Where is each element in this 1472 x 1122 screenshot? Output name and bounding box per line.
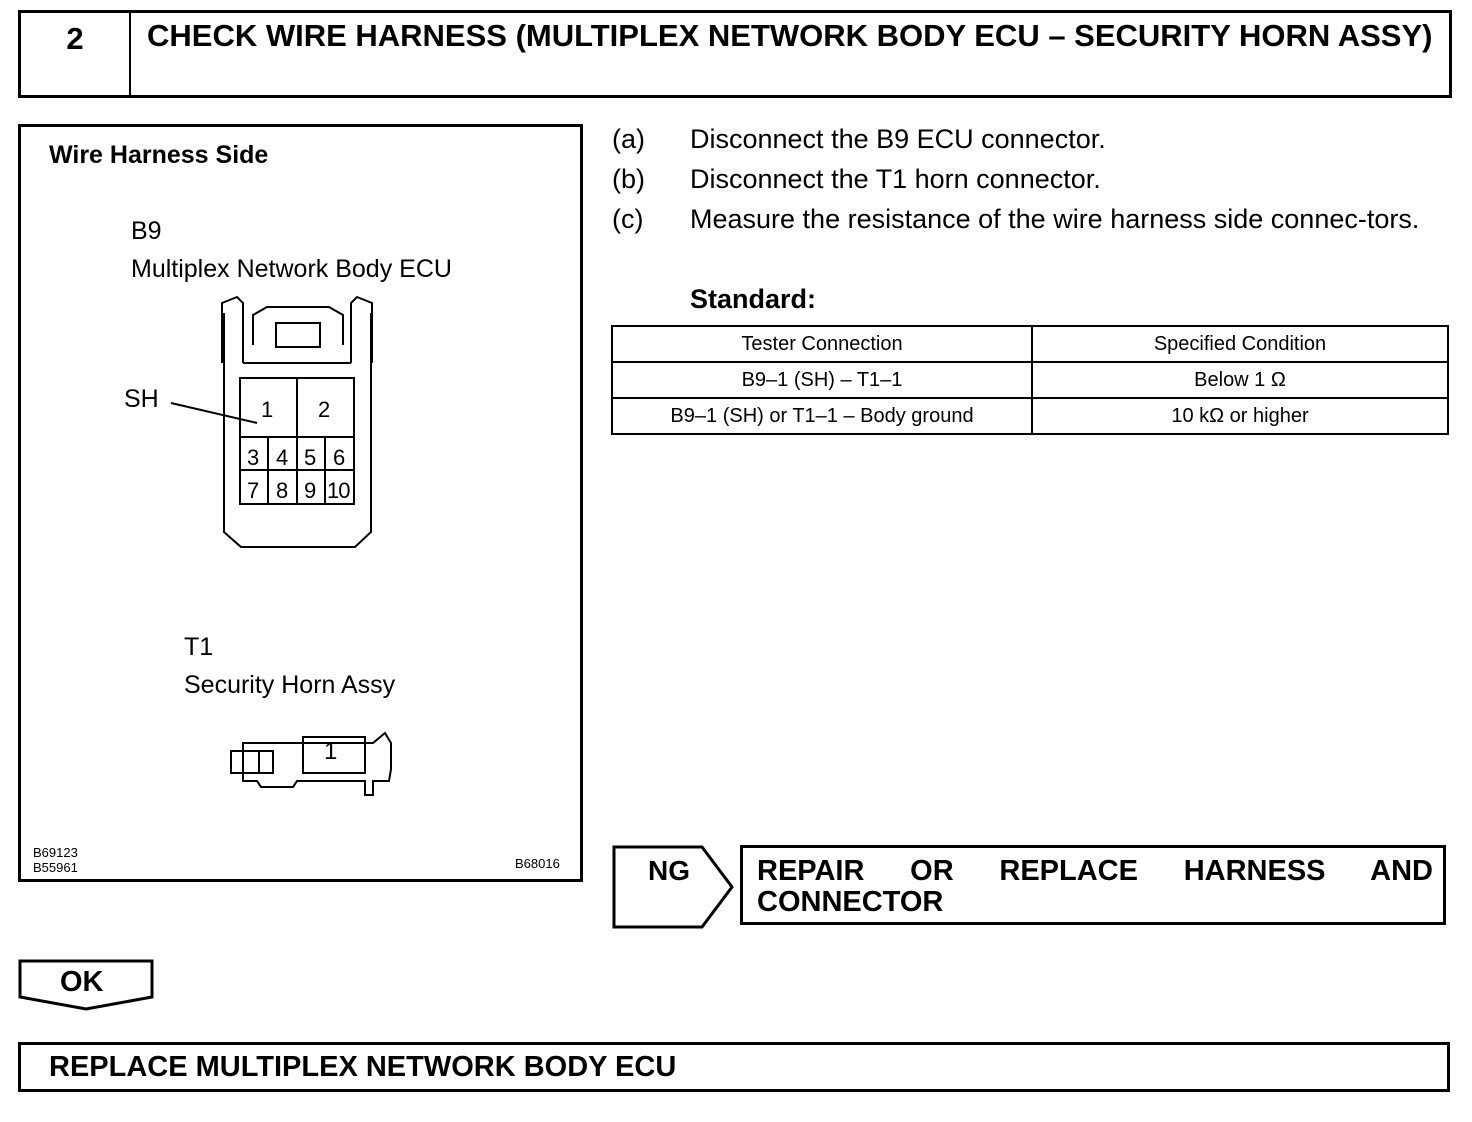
b9-code: B9 (131, 217, 162, 245)
b9-pin: 9 (304, 478, 317, 503)
diagram-heading: Wire Harness Side (49, 141, 269, 169)
specification-table (611, 325, 1449, 435)
connector-drawings (21, 127, 577, 876)
t1-code: T1 (184, 633, 214, 661)
table-row (612, 362, 1448, 398)
table-cell: Below 1 Ω (1032, 362, 1448, 398)
t1-pin: 1 (324, 738, 338, 765)
step-number: 2 (21, 13, 131, 95)
ng-label: NG (648, 855, 690, 886)
step-header (18, 10, 1452, 98)
b9-pin: 6 (333, 445, 346, 470)
b9-pin: 10 (327, 478, 350, 503)
step-title: CHECK WIRE HARNESS (MULTIPLEX NETWORK BODY ECU – SECURITY HORN ASSY) (147, 18, 1433, 53)
b9-pin: 2 (318, 397, 331, 422)
b9-pin: 1 (261, 397, 274, 422)
instruction-letter: (a) (612, 124, 645, 154)
b9-pin: 7 (247, 478, 260, 503)
table-header-row (612, 326, 1448, 362)
ng-action-box (740, 845, 1446, 925)
standard-label: Standard: (690, 284, 817, 314)
column-header: Specified Condition (1032, 326, 1448, 362)
table-cell: B9–1 (SH) – T1–1 (612, 362, 1032, 398)
b9-pin: 3 (247, 445, 260, 470)
instruction-letter: (b) (612, 164, 645, 194)
ref-code: B55961 (33, 860, 78, 875)
ok-label: OK (60, 966, 104, 998)
instruction-text: Measure the resistance of the wire harness side connec-tors. (690, 204, 1420, 234)
sh-callout-label: SH (124, 385, 159, 413)
column-header: Tester Connection (612, 326, 1032, 362)
instruction-text: Disconnect the T1 horn connector. (690, 164, 1101, 194)
final-action-text: REPLACE MULTIPLEX NETWORK BODY ECU (49, 1051, 677, 1083)
ng-action-text: REPAIR OR REPLACE HARNESS AND CONNECTOR (757, 855, 1433, 918)
table-cell: B9–1 (SH) or T1–1 – Body ground (612, 398, 1032, 434)
t1-connector-outline (231, 733, 391, 795)
ref-code: B69123 (33, 845, 78, 860)
b9-pin: 4 (276, 445, 289, 470)
b9-pin: 5 (304, 445, 317, 470)
instruction-letter: (c) (612, 204, 644, 234)
b9-name: Multiplex Network Body ECU (131, 255, 452, 283)
table-row (612, 398, 1448, 434)
final-action-box (18, 1042, 1450, 1092)
instruction-text: Disconnect the B9 ECU connector. (690, 124, 1106, 154)
t1-name: Security Horn Assy (184, 671, 396, 699)
table-cell: 10 kΩ or higher (1032, 398, 1448, 434)
b9-pin: 8 (276, 478, 289, 503)
connector-diagram (18, 124, 583, 882)
ref-code: B68016 (515, 856, 560, 871)
